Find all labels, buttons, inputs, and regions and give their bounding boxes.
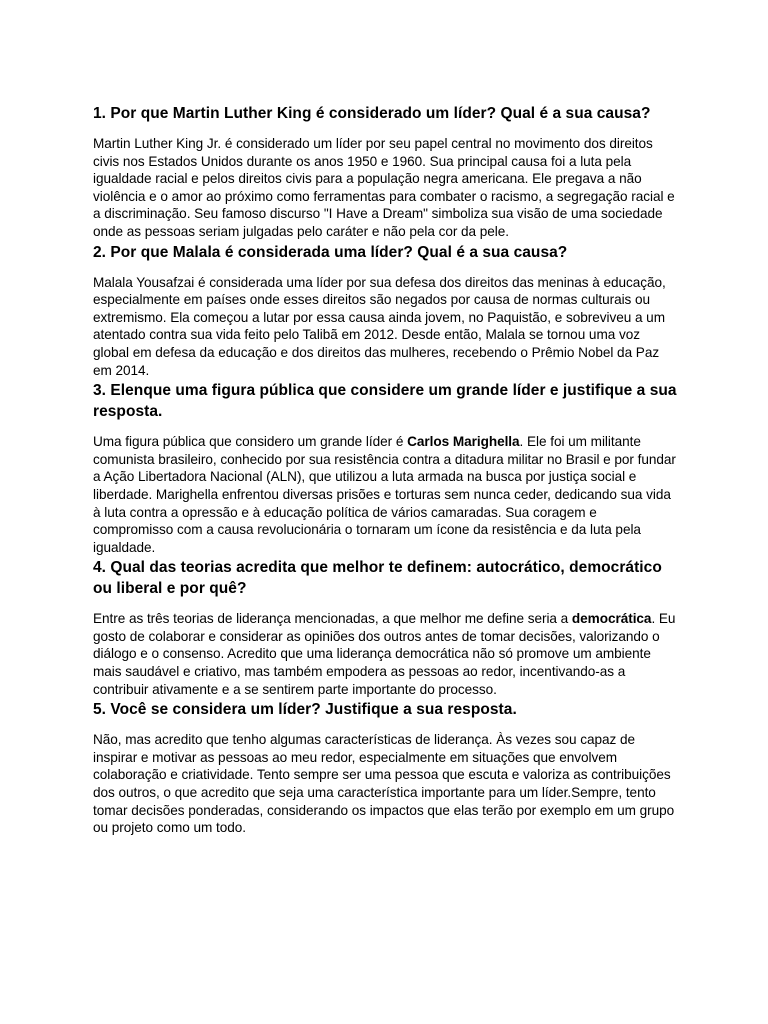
document-page: [93, 103, 678, 838]
answer-paragraph: [93, 610, 678, 698]
answer-text-start: Entre as três teorias de liderança mencionadas, a que melhor me define seria a: [93, 611, 572, 627]
question-heading: 2. Por que Malala é considerada uma líder? Qual é a sua causa?: [93, 243, 568, 261]
answer-text-start: Uma figura pública que considero um grande líder é: [93, 434, 408, 450]
answer-paragraph: Não, mas acredito que tenho algumas características de liderança. Às vezes sou capaz de inspirar e motivar as pessoas ao meu redor, especialmente em situações que envolvem colaboração e criatividade. Tento sempre ser uma pessoa que escuta e valoriza as contribuições dos outros, o que acredito que seja uma característica importante para um líder.Sempre, tento tomar decisões ponderadas, considerando os impactos que elas terão por exemplo em um grupo ou projeto como um todo.: [93, 732, 675, 836]
answer-paragraph: [93, 433, 678, 556]
answer-text-end: . Eu gosto de colaborar e considerar as opiniões dos outros antes de tomar decisões, valorizando o diálogo e o consenso. Acredito que uma liderança democrática não só promove um ambiente mais saudável e criativo, mas também empodera as pessoas ao redor, incentivando-as a contribuir ativamente e a se sentirem parte importante do processo.: [93, 611, 676, 697]
section-3: [93, 380, 678, 556]
section-4: [93, 557, 678, 698]
question-heading: 3. Elenque uma figura pública que considere um grande líder e justifique a sua resposta.: [93, 382, 677, 421]
question-heading: 4. Qual das teorias acredita que melhor te definem: autocrático, democrático ou liberal e por quê?: [93, 559, 662, 598]
answer-highlight: democrática: [571, 611, 652, 627]
answer-text-end: . Ele foi um militante comunista brasileiro, conhecido por sua resistência contra a ditadura militar no Brasil e por fundar a Ação Libertadora Nacional (ALN), que utilizou a luta armada na busca por justiça social e liberdade. Marighella enfrentou diversas prisões e torturas sem nunca ceder, dedicando sua vida à luta contra a opressão e à educação política de vários camaradas. Sua coragem e compromisso com a causa revolucionária o tornaram um ícone da resistência e da luta pela igualdade.: [93, 434, 676, 555]
answer-paragraph: Martin Luther King Jr. é considerado um líder por seu papel central no movimento dos direitos civis nos Estados Unidos durante os anos 1950 e 1960. Sua principal causa foi a luta pela igualdade racial e pelos direitos civis para a população negra americana. Ele pregava a não violência e o amor ao próximo como ferramentas para combater o racismo, a segregação racial e a discriminação. Seu famoso discurso "I Have a Dream" simboliza sua visão de uma sociedade onde as pessoas seriam julgadas pelo caráter e não pela cor da pele.: [93, 136, 675, 239]
section-1: [93, 103, 678, 241]
question-heading: 1. Por que Martin Luther King é considerado um líder? Qual é a sua causa?: [93, 105, 651, 122]
answer-highlight: Carlos Marighella: [407, 434, 520, 450]
section-2: [93, 242, 678, 380]
section-5: [93, 699, 678, 837]
question-heading: 5. Você se considera um líder? Justifique a sua resposta.: [93, 701, 517, 719]
answer-paragraph: Malala Yousafzai é considerada uma líder por sua defesa dos direitos das meninas à educação, especialmente em países onde esses direitos são negados por causa de normas culturais ou extremismo. Ela começou a lutar por essa causa ainda jovem, no Paquistão, e sobreviveu a um atentado contra sua vida feito pelo Talibã em 2012. Desde então, Malala se tornou uma voz global em defesa da educação e dos direitos das mulheres, recebendo o Prêmio Nobel da Paz em 2014.: [93, 274, 666, 378]
